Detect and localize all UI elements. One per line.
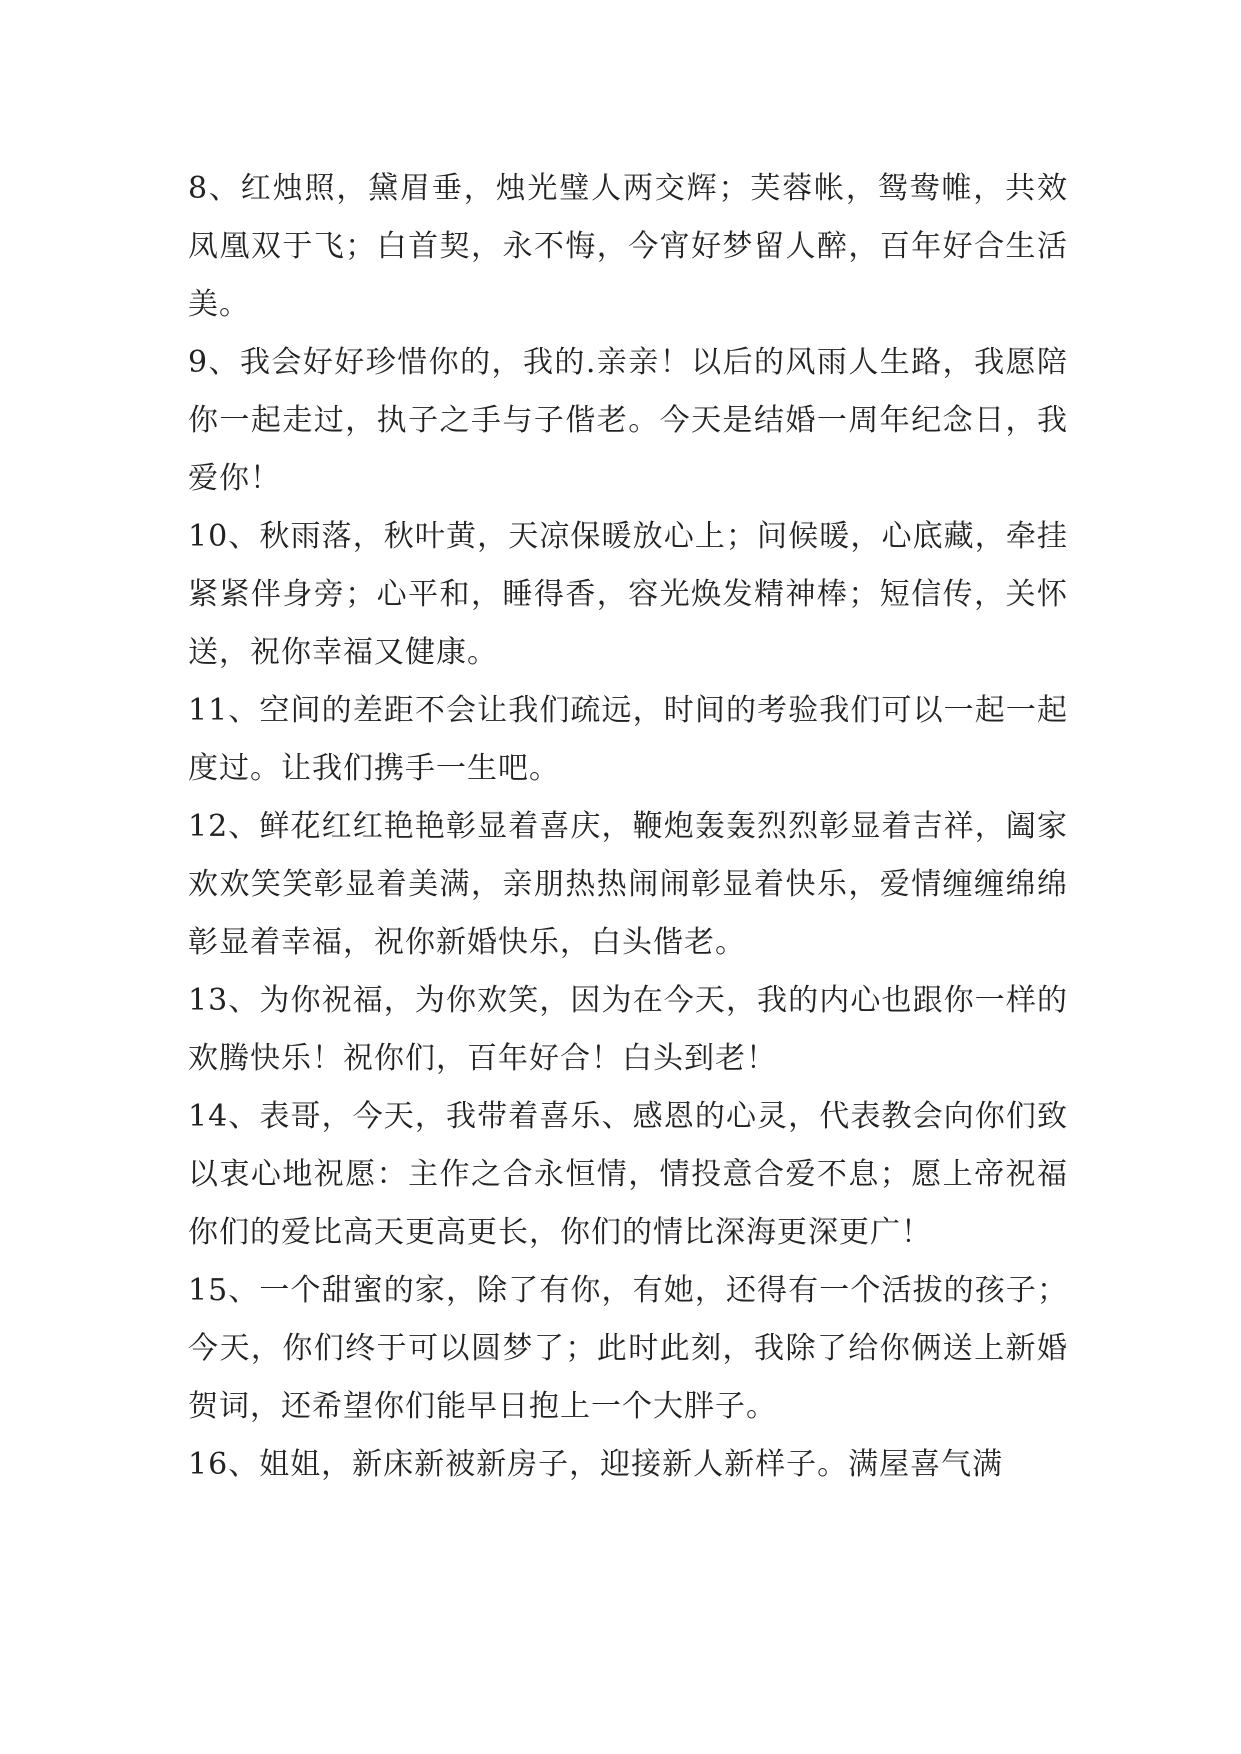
paragraph-15: 15、一个甜蜜的家，除了有你，有她，还得有一个活拔的孩子；今天，你们终于可以圆梦了；此时此刻，我除了给你俩送上新婚贺词，还希望你们能早日抱上一个大胖子。 — [188, 1273, 1068, 1424]
paragraph-16: 16、姐姐，新床新被新房子，迎接新人新样子。满屋喜气满 — [188, 1447, 1004, 1482]
paragraph-11: 11、空间的差距不会让我们疏远，时间的考验我们可以一起一起度过。让我们携手一生吧。 — [188, 693, 1068, 786]
paragraph-9: 9、我会好好珍惜你的，我的.亲亲！以后的风雨人生路，我愿陪你一起走过，执子之手与子偕老。今天是结婚一周年纪念日，我爱你！ — [188, 345, 1068, 496]
paragraph-12: 12、鲜花红红艳艳彰显着喜庆，鞭炮轰轰烈烈彰显着吉祥，阖家欢欢笑笑彰显着美满，亲朋热热闹闹彰显着快乐，爱情缠缠绵绵彰显着幸福，祝你新婚快乐，白头偕老。 — [188, 809, 1068, 960]
paragraph-10: 10、秋雨落，秋叶黄，天凉保暖放心上；问候暖，心底藏，牵挂紧紧伴身旁；心平和，睡得香，容光焕发精神棒；短信传，关怀送，祝你幸福又健康。 — [188, 519, 1068, 670]
paragraph-14: 14、表哥，今天，我带着喜乐、感恩的心灵，代表教会向你们致以衷心地祝愿：主作之合永恒情，情投意合爱不息；愿上帝祝福你们的爱比高天更高更长，你们的情比深海更深更广！ — [188, 1099, 1068, 1250]
document-body — [188, 160, 1068, 1494]
paragraph-8: 8、红烛照，黛眉垂，烛光璧人两交辉；芙蓉帐，鸳鸯帷，共效凤凰双于飞；白首契，永不悔，今宵好梦留人醉，百年好合生活美。 — [188, 171, 1068, 322]
paragraph-13: 13、为你祝福，为你欢笑，因为在今天，我的内心也跟你一样的欢腾快乐！祝你们，百年好合！白头到老！ — [188, 983, 1068, 1076]
